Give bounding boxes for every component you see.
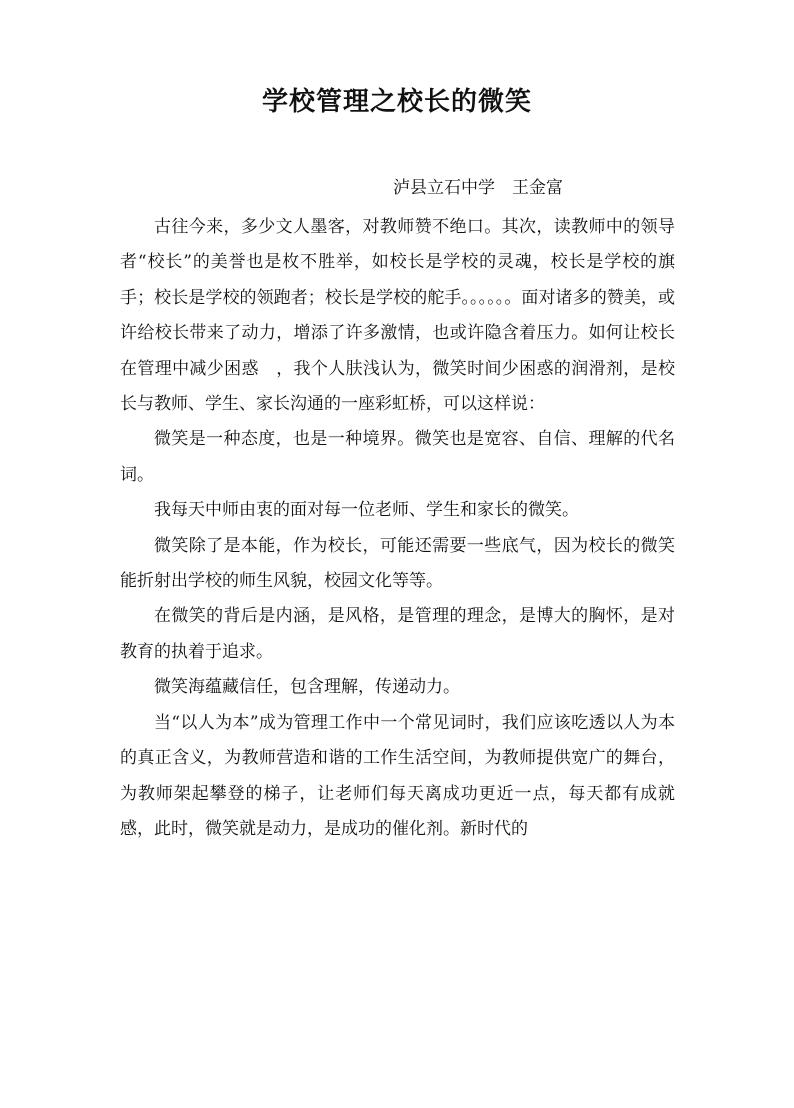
document-body [120, 210, 675, 847]
paragraph: 在微笑的背后是内涵，是风格，是管理的理念，是博大的胸怀，是对教育的执着于追求。 [120, 606, 675, 662]
paragraph: 当“以人为本”成为管理工作中一个常见词时，我们应该吃透以人为本的真正含义，为教师营造和谐的工作生活空间，为教师提供宽广的舞台，为教师架起攀登的梯子，让老师们每天离成功更近一点，每天都有成就感，此时，微笑就是动力，是成功的催化剂。新时代的 [120, 712, 675, 839]
paragraph: 微笑除了是本能，作为校长，可能还需要一些底气，因为校长的微笑能折射出学校的师生风貌，校园文化等等。 [120, 535, 675, 592]
paragraph: 微笑是一种态度，也是一种境界。微笑也是宽容、自信、理解的代名词。 [120, 429, 675, 485]
paragraph: 古往今来，多少文人墨客，对教师赞不绝口。其次，读教师中的领导者“校长”的美誉也是枚不胜举，如校长是学校的灵魂，校长是学校的旗手；校长是学校的领跑者；校长是学校的舵手。。。。。。面对诸多的赞美，或许给校长带来了动力，增添了许多激情，也或许隐含着压力。如何让校长在管理中减少困惑 ，我个人肤浅认为，微笑时间少困惑的润滑剂，是校长与教师、学生、家长沟通的一座彩虹桥，可以这样说： [120, 217, 675, 415]
paragraph: 我每天中师由衷的面对每一位老师、学生和家长的微笑。 [154, 500, 579, 521]
document-title: 学校管理之校长的微笑 [261, 87, 532, 117]
author-line: 泸县立石中学 王金富 [393, 178, 563, 198]
paragraph: 微笑海蕴藏信任，包含理解，传递动力。 [154, 677, 460, 698]
